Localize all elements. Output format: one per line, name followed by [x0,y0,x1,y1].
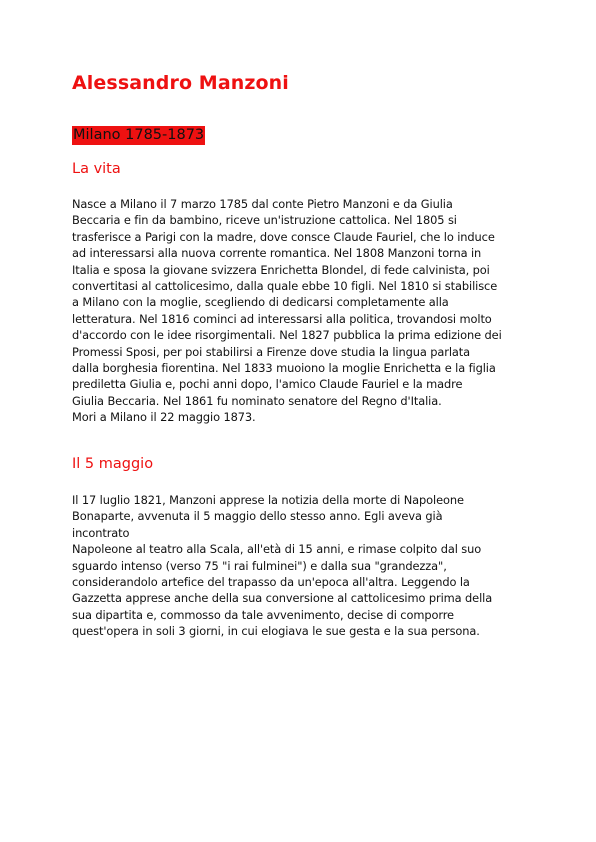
section-heading-il-5-maggio: Il 5 maggio [72,456,154,472]
paragraph-line: quest'opera in soli 3 giorni, in cui elogiava le sue gesta e la sua persona. [72,624,480,639]
paragraph-line: considerandolo artefice del trapasso da un'epoca all'altra. Leggendo la [72,575,470,590]
paragraph-line: Beccaria e fin da bambino, riceve un'istruzione cattolica. Nel 1805 si [72,213,457,228]
paragraph-line: Il 17 luglio 1821, Manzoni apprese la notizia della morte di Napoleone [72,493,464,507]
paragraph-line: a Milano con la moglie, scegliendo di dedicarsi completamente alla [72,295,449,310]
paragraph-line: prediletta Giulia e, pochi anni dopo, l'amico Claude Fauriel e la madre [72,377,463,392]
paragraph-line: Gazzetta apprese anche della sua conversione al cattolicesimo prima della [72,591,493,606]
paragraph-line: incontrato [72,525,130,540]
paragraph-line: dalla borghesia fiorentina. Nel 1833 muoiono la moglie Enrichetta e la figlia [72,361,496,376]
paragraph-line: Mori a Milano il 22 maggio 1873. [72,410,256,425]
paragraph-line: Promessi Sposi, per poi stabilirsi a Firenze dove studia la lingua parlata [72,344,471,359]
paragraph-line: trasferisce a Parigi con la madre, dove consce Claude Fauriel, che lo induce [72,229,495,244]
section-body-il-5-maggio [72,492,492,640]
paragraph-line: Italia e sposa la giovane svizzera Enrichetta Blondel, di fede calvinista, poi [72,262,490,277]
paragraph-line: letteratura. Nel 1816 cominci ad interessarsi alla politica, trovandosi molto [72,311,492,326]
paragraph-line: Nasce a Milano il 7 marzo 1785 dal conte Pietro Manzoni e da Giulia [72,197,453,211]
paragraph-line: convertitasi al cattolicesimo, dalla quale ebbe 10 figli. Nel 1810 si stabilisce [72,279,498,294]
paragraph-line: sguardo intenso (verso 75 "i rai fulminei") e dalla sua "grandezza", [72,558,447,573]
paragraph-line: Giulia Beccaria. Nel 1861 fu nominato senatore del Regno d'Italia. [72,393,442,408]
document-title: Alessandro Manzoni [72,72,289,94]
paragraph-line: Bonaparte, avvenuta il 5 maggio dello stesso anno. Egli aveva già [72,509,443,524]
subtitle-block [72,124,205,145]
paragraph-line: ad interessarsi alla nuova corrente romantica. Nel 1808 Manzoni torna in [72,246,482,261]
section-body-la-vita [72,196,502,426]
document-subtitle: Milano 1785-1873 [73,127,205,143]
section-heading-la-vita: La vita [72,161,121,177]
paragraph-line: Napoleone al teatro alla Scala, all'età di 15 anni, e rimase colpito dal suo [72,542,482,557]
paragraph-line: d'accordo con le idee risorgimentali. Nel 1827 pubblica la prima edizione dei [72,328,502,343]
paragraph-line: sua dipartita e, commosso da tale avvenimento, decise di comporre [72,607,454,622]
